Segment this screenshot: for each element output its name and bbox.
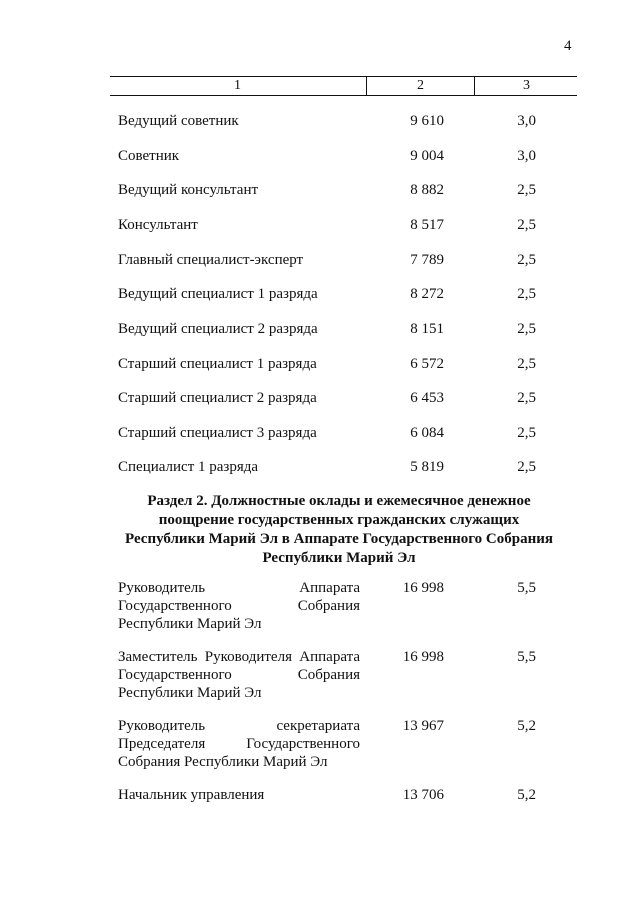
coefficient-value: 5,5	[517, 649, 536, 665]
salary-value: 9 004	[410, 148, 444, 164]
coefficient-value: 2,5	[517, 286, 536, 302]
position-name: Ведущий специалист 2 разряда	[118, 321, 318, 337]
position-name: Ведущий советник	[118, 113, 239, 129]
coefficient-value: 3,0	[517, 148, 536, 164]
position-name: Консультант	[118, 217, 198, 233]
position-name: Ведущий специалист 1 разряда	[118, 286, 318, 302]
coefficient-value: 2,5	[517, 182, 536, 198]
position-name: Руководитель Аппарата Государственного Собрания Республики Марий Эл	[118, 580, 360, 632]
salary-value: 6 084	[410, 425, 444, 441]
position-name: Заместитель Руководителя Аппарата Государственного Собрания Республики Марий Эл	[118, 649, 360, 701]
column-header-3: 3	[474, 77, 578, 95]
section-heading: Раздел 2. Должностные оклады и ежемесячное денежное поощрение государственных гражданских служащих Республики Марий Эл в Аппарате Государственного Собрания Республики Марий Эл	[124, 493, 553, 566]
salary-value: 9 610	[410, 113, 444, 129]
position-name: Старший специалист 3 разряда	[118, 425, 317, 441]
salary-value: 7 789	[410, 252, 444, 268]
salary-value: 8 517	[410, 217, 444, 233]
position-name: Главный специалист-эксперт	[118, 252, 304, 268]
salary-value: 13 706	[402, 787, 444, 803]
salary-value: 8 882	[410, 182, 444, 198]
position-name: Руководитель секретариата Председателя Государственного Собрания Республики Марий Эл	[118, 718, 360, 770]
coefficient-value: 2,5	[517, 425, 536, 441]
position-name: Старший специалист 1 разряда	[118, 356, 317, 372]
position-name: Советник	[118, 148, 180, 164]
coefficient-value: 2,5	[517, 390, 536, 406]
page-number: 4	[564, 38, 572, 54]
salary-value: 13 967	[402, 718, 444, 734]
column-header-1: 1	[234, 78, 241, 93]
salary-value: 5 819	[410, 459, 444, 475]
salary-value: 6 572	[410, 356, 444, 372]
coefficient-value: 5,2	[517, 787, 536, 803]
salary-value: 6 453	[410, 390, 444, 406]
coefficient-value: 5,2	[517, 718, 536, 734]
salary-value: 8 151	[410, 321, 444, 337]
position-name: Старший специалист 2 разряда	[118, 390, 317, 406]
table-header	[110, 76, 577, 96]
salary-value: 16 998	[402, 580, 444, 596]
coefficient-value: 3,0	[517, 113, 536, 129]
coefficient-value: 2,5	[517, 217, 536, 233]
position-name: Начальник управления	[118, 787, 265, 803]
coefficient-value: 2,5	[517, 356, 536, 372]
salary-value: 16 998	[402, 649, 444, 665]
position-name: Специалист 1 разряда	[118, 459, 259, 475]
position-name: Ведущий консультант	[118, 182, 259, 198]
column-header-2: 2	[366, 77, 474, 95]
salary-value: 8 272	[410, 286, 444, 302]
coefficient-value: 2,5	[517, 459, 536, 475]
coefficient-value: 2,5	[517, 321, 536, 337]
coefficient-value: 2,5	[517, 252, 536, 268]
coefficient-value: 5,5	[517, 580, 536, 596]
